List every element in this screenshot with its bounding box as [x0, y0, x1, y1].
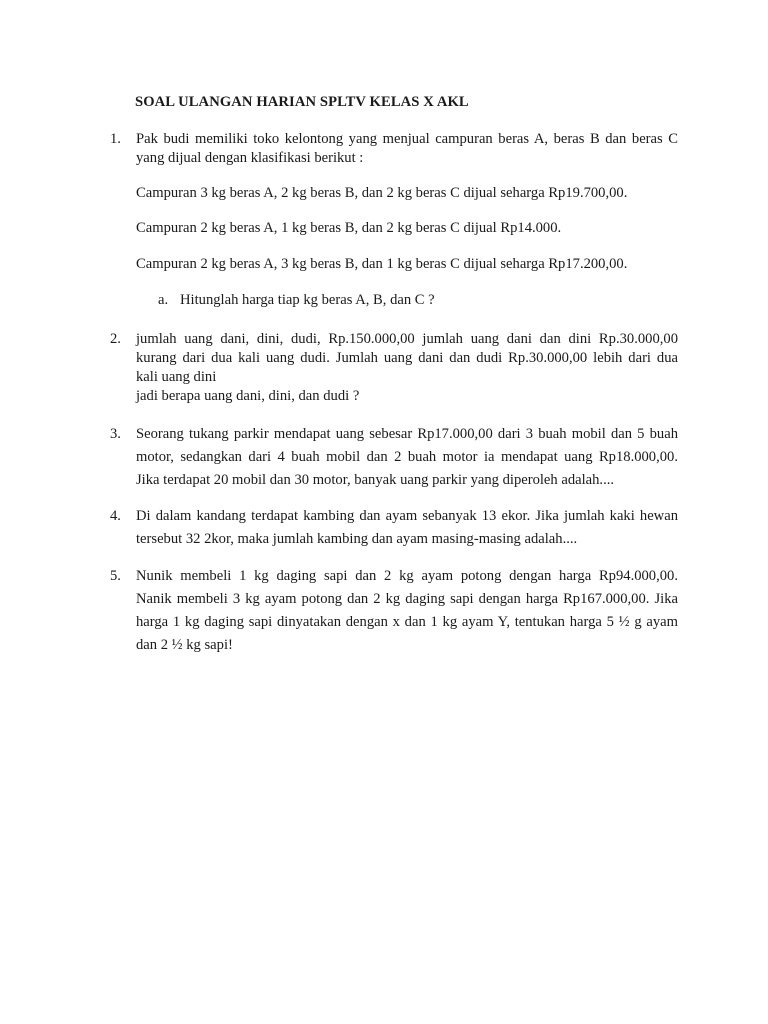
question-number: 1. — [110, 131, 121, 147]
mixture-statement-2: Campuran 2 kg beras A, 1 kg beras B, dan 2 kg beras C dijual Rp14.000. — [136, 220, 562, 236]
question-number: 3. — [110, 426, 121, 442]
question-1 — [110, 130, 678, 168]
question-line: Nunik membeli 1 kg daging sapi dan 2 kg ayam potong dengan harga Rp94.000,00. — [136, 568, 678, 584]
question-line: dan 2 ½ kg sapi! — [136, 637, 233, 653]
mixture-statement-1: Campuran 3 kg beras A, 2 kg beras B, dan 2 kg beras C dijual seharga Rp19.700,00. — [136, 185, 628, 201]
sub-question-text: Hitunglah harga tiap kg beras A, B, dan C ? — [180, 292, 435, 308]
question-3 — [110, 423, 678, 492]
question-number: 5. — [110, 568, 121, 584]
question-number: 2. — [110, 331, 121, 347]
question-2 — [110, 330, 678, 406]
mixture-statement-3: Campuran 2 kg beras A, 3 kg beras B, dan 1 kg beras C dijual seharga Rp17.200,00. — [136, 256, 628, 272]
question-line: harga 1 kg daging sapi dinyatakan dengan x dan 1 kg ayam Y, tentukan harga 5 ½ g ayam — [136, 614, 678, 630]
question-4 — [110, 505, 678, 551]
question-5 — [110, 565, 678, 657]
question-line: yang dijual dengan klasifikasi berikut : — [136, 150, 364, 166]
sub-question-label: a. — [158, 292, 169, 308]
question-line: kurang dari dua kali uang dudi. Jumlah uang dani dan dudi Rp.30.000,00 lebih dari dua — [136, 350, 678, 366]
question-line: jumlah uang dani, dini, dudi, Rp.150.000,00 jumlah uang dani dan dini Rp.30.000,00 — [136, 331, 678, 347]
question-line: motor, sedangkan dari 4 buah mobil dan 2 buah motor ia mendapat uang Rp18.000,00. — [136, 449, 678, 465]
question-line: Pak budi memiliki toko kelontong yang menjual campuran beras A, beras B dan beras C — [136, 131, 678, 147]
document-title: SOAL ULANGAN HARIAN SPLTV KELAS X AKL — [135, 94, 469, 110]
question-number: 4. — [110, 508, 121, 524]
question-line: Jika terdapat 20 mobil dan 30 motor, banyak uang parkir yang diperoleh adalah.... — [136, 472, 615, 488]
sub-question-a — [158, 291, 435, 310]
question-line: Seorang tukang parkir mendapat uang sebesar Rp17.000,00 dari 3 buah mobil dan 5 buah — [136, 426, 678, 442]
question-line: tersebut 32 2kor, maka jumlah kambing dan ayam masing-masing adalah.... — [136, 531, 578, 547]
question-line: Di dalam kandang terdapat kambing dan ayam sebanyak 13 ekor. Jika jumlah kaki hewan — [136, 508, 678, 524]
question-line: kali uang dini — [136, 369, 217, 385]
question-line: Nanik membeli 3 kg ayam potong dan 2 kg daging sapi dengan harga Rp167.000,00. Jika — [136, 591, 678, 607]
question-line: jadi berapa uang dani, dini, dan dudi ? — [136, 388, 360, 404]
